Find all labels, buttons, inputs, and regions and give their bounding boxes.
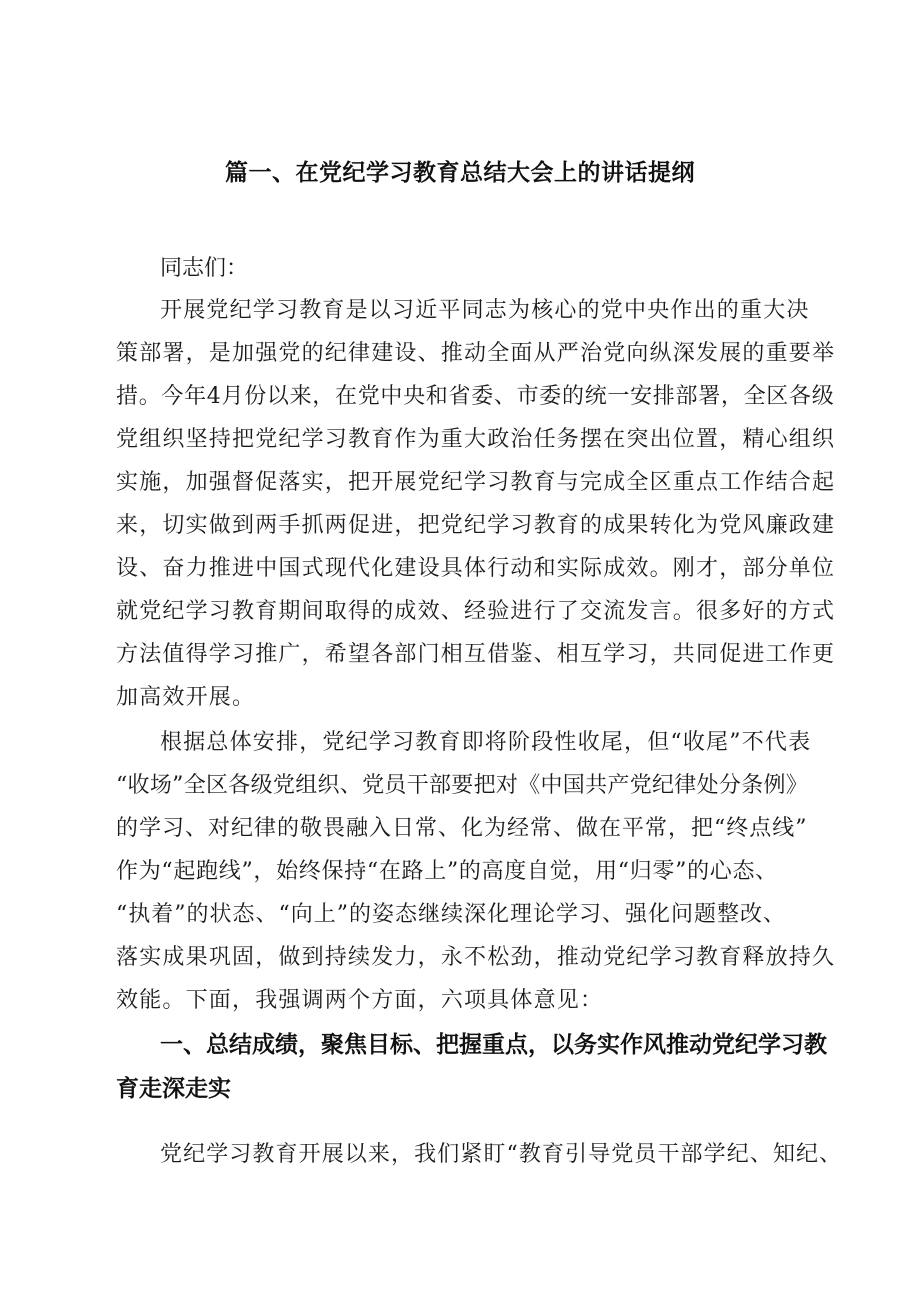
paragraph-line: 设、奋力推进中国式现代化建设具体行动和实际成效。刚才，部分单位: [116, 556, 836, 581]
paragraph-line: 落实成果巩固，做到持续发力，永不松劲，推动党纪学习教育释放持久: [116, 945, 836, 970]
paragraph-line: 措。今年4月份以来，在党中央和省委、市委的统一安排部署，全区各级: [116, 384, 835, 409]
paragraph-line: 方法值得学习推广，希望各部门相互借鉴、相互学习，共同促进工作更: [116, 642, 836, 667]
paragraph-line: 党组织坚持把党纪学习教育作为重大政治任务摆在突出位置，精心组织: [116, 427, 836, 452]
document-title: 篇一、在党纪学习教育总结大会上的讲话提纲: [225, 160, 695, 186]
salutation: 同志们：: [160, 256, 249, 281]
paragraph-line: 加高效开展。: [116, 685, 256, 710]
paragraph-line: 效能。下面，我强调两个方面，六项具体意见：: [116, 988, 604, 1013]
paragraph-line: “收场”全区各级党组织、党员干部要把对《中国共产党纪律处分条例》: [116, 773, 809, 798]
paragraph-line: 策部署，是加强党的纪律建设、推动全面从严治党向纵深发展的重要举: [116, 341, 836, 366]
paragraph-line: 开展党纪学习教育是以习近平同志为核心的党中央作出的重大决: [160, 298, 810, 323]
paragraph-line: 实施，加强督促落实，把开展党纪学习教育与完成全区重点工作结合起: [116, 470, 836, 495]
paragraph-line: 来，切实做到两手抓两促进，把党纪学习教育的成果转化为党风廉政建: [116, 513, 836, 538]
paragraph-line: 根据总体安排，党纪学习教育即将阶段性收尾，但“收尾”不代表: [160, 730, 812, 755]
paragraph-line: 作为“起跑线”，始终保持“在路上”的高度自觉，用“归零”的心态、: [116, 859, 778, 884]
paragraph-line: “执着”的状态、“向上”的姿态继续深化理论学习、强化问题整改、: [116, 902, 786, 927]
paragraph-line: 党纪学习教育开展以来，我们紧盯“教育引导党员干部学纪、知纪、: [160, 1142, 843, 1167]
paragraph-line: 就党纪学习教育期间取得的成效、经验进行了交流发言。很多好的方式: [116, 599, 836, 624]
paragraph-line: 的学习、对纪律的敬畏融入日常、化为经常、做在平常，把“终点线”: [116, 816, 808, 841]
heading-line: 育走深走实: [116, 1076, 231, 1102]
heading-line: 一、总结成绩，聚焦目标、把握重点，以务实作风推动党纪学习教: [160, 1032, 827, 1058]
